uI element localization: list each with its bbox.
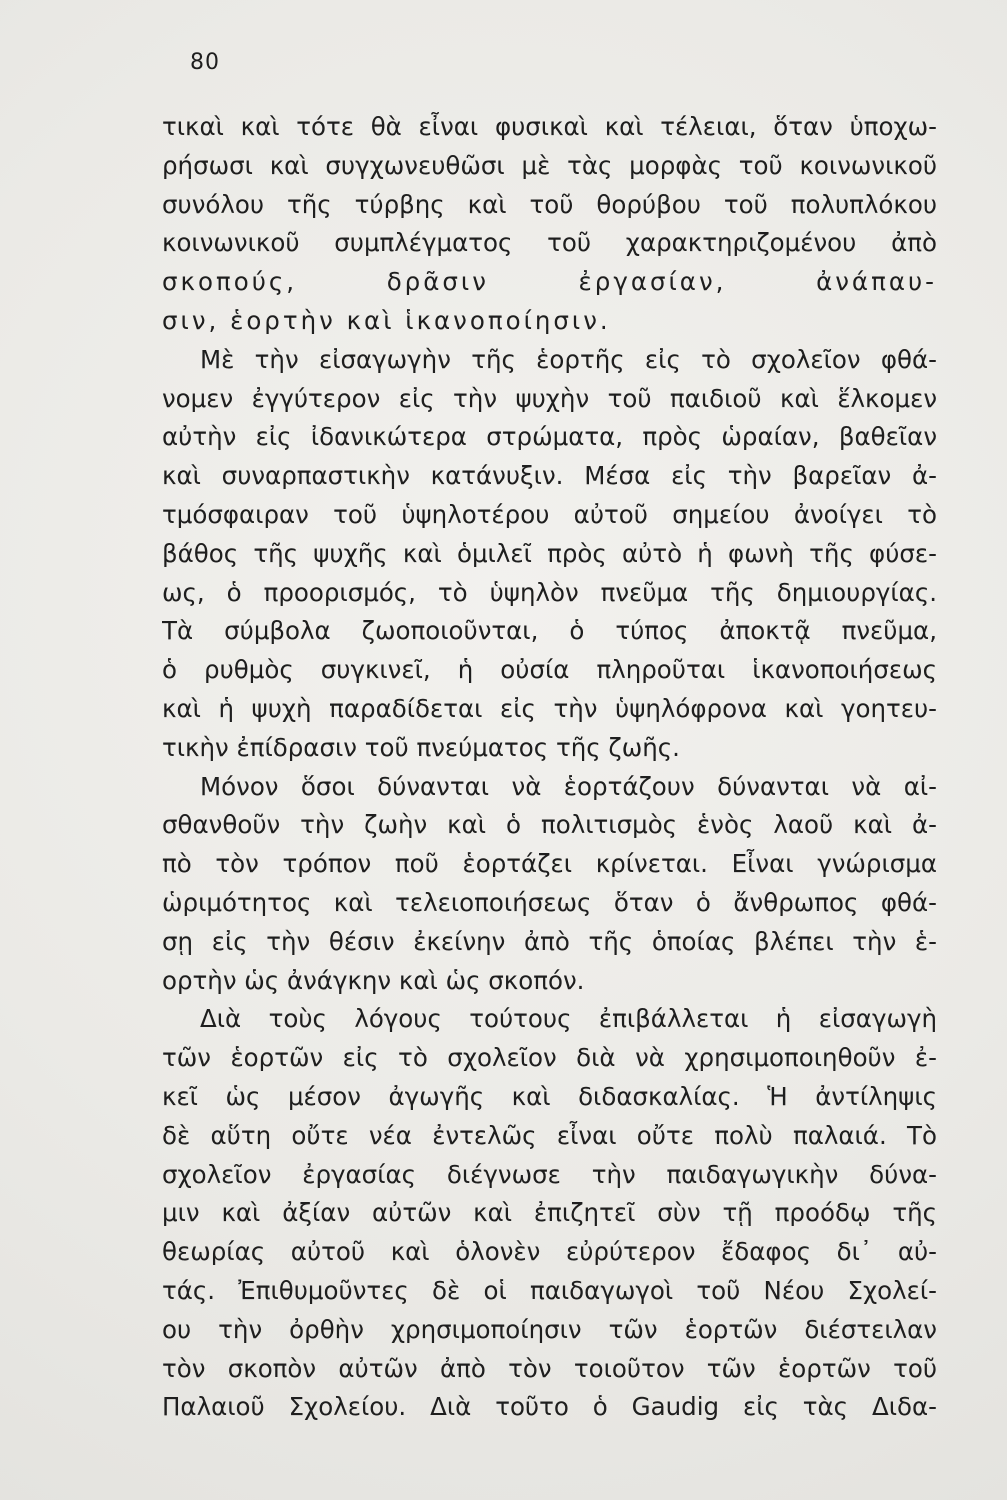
text-line: βάθος τῆς ψυχῆς καὶ ὁμιλεῖ πρὸς αὐτὸ ἡ φωνὴ τῆς φύσε- [162, 538, 937, 568]
text-line: πὸ τὸν τρόπον ποῦ ἑορτάζει κρίνεται. Εἶναι γνώρισμα [162, 849, 937, 879]
text-line: συνόλου τῆς τύρβης καὶ τοῦ θορύβου τοῦ πολυπλόκου [162, 189, 937, 219]
text-line: τάς. Ἐπιθυμοῦντες δὲ οἱ παιδαγωγοὶ τοῦ Νέου Σχολεί- [162, 1275, 937, 1305]
text-line: σθανθοῦν τὴν ζωὴν καὶ ὁ πολιτισμὸς ἑνὸς λαοῦ καὶ ἀ- [162, 810, 937, 840]
text-line: δὲ αὕτη οὔτε νέα ἐντελῶς εἶναι οὔτε πολὺ παλαιά. Τὸ [162, 1120, 937, 1150]
text-line: θεωρίας αὐτοῦ καὶ ὁλονὲν εὐρύτερον ἔδαφος δι᾽ αὐ- [162, 1237, 937, 1267]
text-line: καὶ ἡ ψυχὴ παραδίδεται εἰς τὴν ὑψηλόφρονα καὶ γοητευ- [162, 693, 937, 723]
text-line: τμόσφαιραν τοῦ ὑψηλοτέρου αὐτοῦ σημείου ἀνοίγει τὸ [162, 499, 937, 529]
text-line: σιν, ἑορτὴν καὶ ἱκανοποίησιν. [162, 305, 611, 335]
text-line: τὸν σκοπὸν αὐτῶν ἀπὸ τὸν τοιοῦτον τῶν ἑορτῶν τοῦ [162, 1353, 937, 1383]
body-text [162, 108, 937, 1427]
text-line: ου τὴν ὀρθὴν χρησιμοποίησιν τῶν ἑορτῶν διέστειλαν [162, 1314, 937, 1344]
page-number: 80 [190, 50, 220, 75]
text-line: αὐτὴν εἰς ἰδανικώτερα στρώματα, πρὸς ὡραίαν, βαθεῖαν [162, 422, 937, 452]
text-line: ορτὴν ὡς ἀνάγκην καὶ ὡς σκοπόν. [162, 965, 585, 995]
text-line: ως, ὁ προορισμός, τὸ ὑψηλὸν πνεῦμα τῆς δημιουργίας. [162, 577, 937, 607]
text-line: τικὴν ἐπίδρασιν τοῦ πνεύματος τῆς ζωῆς. [162, 732, 680, 762]
text-line: ρήσωσι καὶ συγχωνευθῶσι μὲ τὰς μορφὰς τοῦ κοινωνικοῦ [162, 150, 937, 180]
text-line: σχολεῖον ἐργασίας διέγνωσε τὴν παιδαγωγικὴν δύνα- [162, 1159, 937, 1189]
text-line: Τὰ σύμβολα ζωοποιοῦνται, ὁ τύπος ἀποκτᾷ πνεῦμα, [162, 616, 937, 646]
text-line: σκοπούς, δρᾶσιν ἐργασίαν, ἀνάπαυ- [162, 267, 937, 297]
text-line: ὁ ρυθμὸς συγκινεῖ, ἡ οὐσία πληροῦται ἱκανοποιήσεως [162, 655, 937, 685]
text-line: μιν καὶ ἀξίαν αὐτῶν καὶ ἐπιζητεῖ σὺν τῇ προόδῳ τῆς [162, 1198, 937, 1228]
paragraph-start: Μὲ τὴν εἰσαγωγὴν τῆς ἑορτῆς εἰς τὸ σχολεῖον φθά- [200, 344, 937, 374]
text-line: Παλαιοῦ Σχολείου. Διὰ τοῦτο ὁ Gaudig εἰς τὰς Διδα- [162, 1392, 937, 1422]
text-line: σῃ εἰς τὴν θέσιν ἐκείνην ἀπὸ τῆς ὁποίας βλέπει τὴν ἑ- [162, 926, 937, 956]
text-line: νομεν ἐγγύτερον εἰς τὴν ψυχὴν τοῦ παιδιοῦ καὶ ἕλκομεν [162, 383, 937, 413]
text-line: καὶ συναρπαστικὴν κατάνυξιν. Μέσα εἰς τὴν βαρεῖαν ἀ- [162, 461, 937, 491]
text-line: κοινωνικοῦ συμπλέγματος τοῦ χαρακτηριζομένου ἀπὸ [162, 228, 937, 258]
text-line: τικαὶ καὶ τότε θὰ εἶναι φυσικαὶ καὶ τέλειαι, ὅταν ὑποχω- [162, 112, 937, 141]
text-line: ὡριμότητος καὶ τελειοποιήσεως ὅταν ὁ ἄνθρωπος φθά- [162, 887, 937, 917]
text-line: τῶν ἑορτῶν εἰς τὸ σχολεῖον διὰ νὰ χρησιμοποιηθοῦν ἐ- [162, 1043, 937, 1073]
paragraph-start: Μόνον ὅσοι δύνανται νὰ ἑορτάζουν δύνανται νὰ αἰ- [200, 771, 937, 801]
paragraph-start: Διὰ τοὺς λόγους τούτους ἐπιβάλλεται ἡ εἰσαγωγὴ [200, 1004, 937, 1034]
text-line: κεῖ ὡς μέσον ἀγωγῆς καὶ διδασκαλίας. Ἡ ἀντίληψις [162, 1081, 937, 1111]
